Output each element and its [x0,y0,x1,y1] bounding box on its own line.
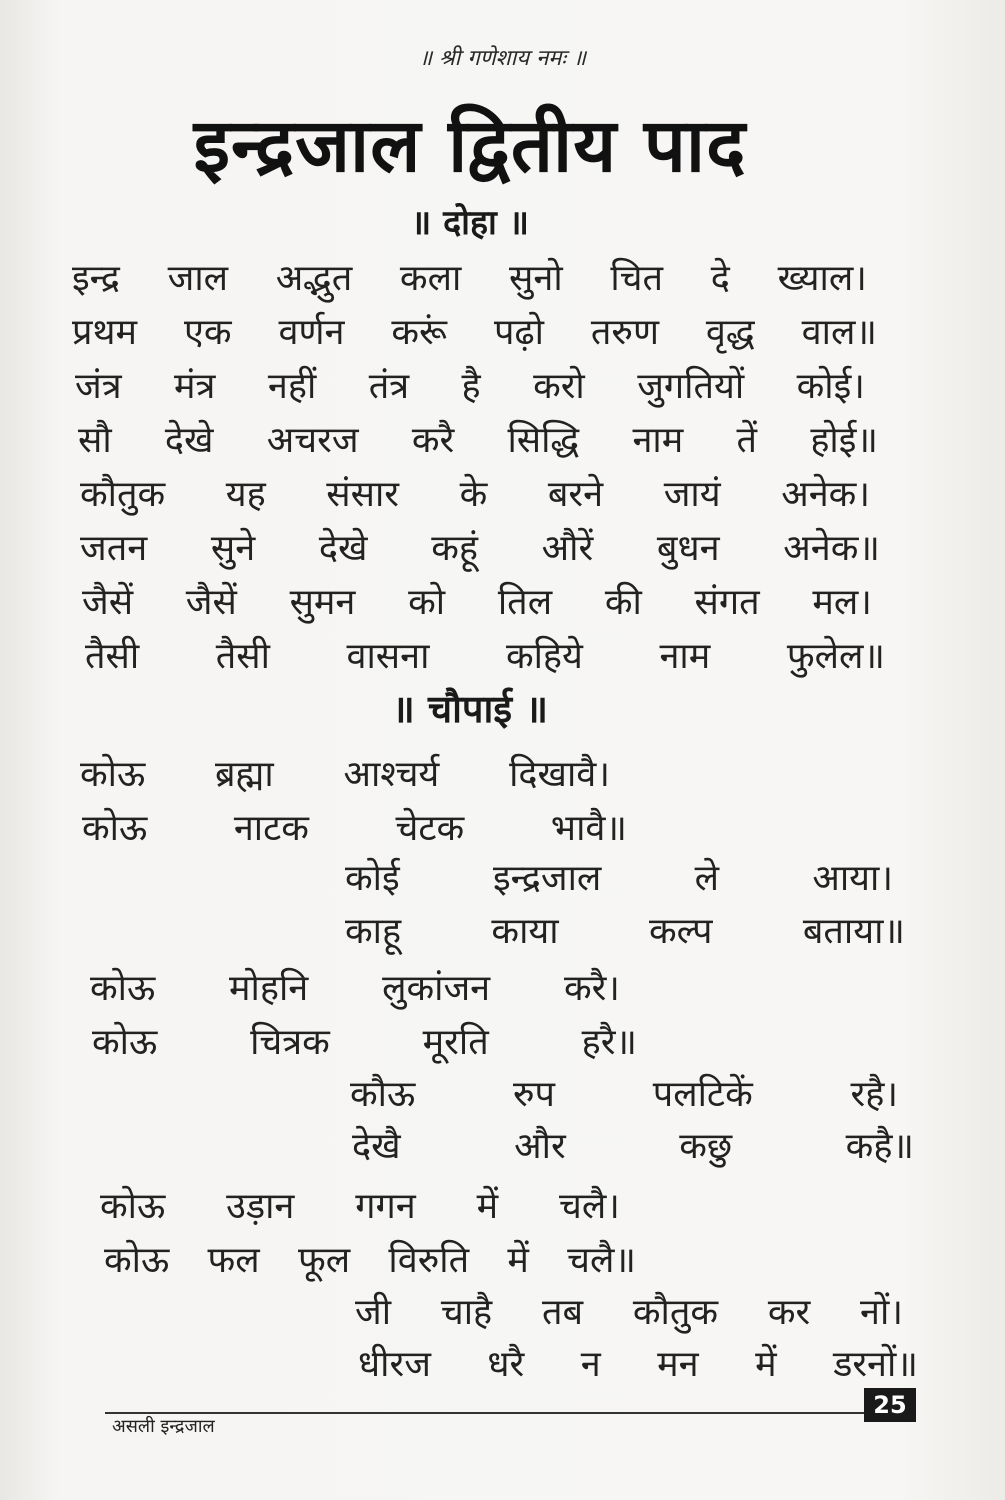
doha-line-8 [85,630,885,679]
word: अनेक॥ [783,528,880,569]
word: जैसें [185,582,237,623]
word: कौतुक [80,474,166,515]
word: बरने [547,474,604,515]
word: डरनों॥ [833,1344,918,1385]
doha-line-1 [72,252,867,301]
word: चलै॥ [567,1240,636,1281]
chaupai-line-8 [352,1120,914,1169]
word: कोई [345,858,400,899]
word: सुनो [509,258,563,299]
doha-line-4 [78,414,878,463]
page-number: 25 [864,1388,916,1422]
word: उड़ान [226,1186,295,1227]
word: रुप [513,1074,555,1115]
chapter-title: इन्द्रजाल द्वितीय पाद [193,103,747,189]
chaupai-line-6 [92,1016,637,1065]
word: सौ [78,420,112,461]
word: चलै। [559,1186,620,1227]
word: मूरति [422,1022,489,1063]
word: वासना [346,636,430,677]
word: जैसें [82,582,134,623]
word: बुधन [656,528,720,569]
word: ले [694,858,720,899]
word: कहूं [431,528,478,569]
word: तब [541,1292,584,1333]
word: कोऊ [92,1022,158,1063]
chaupai-heading: ॥ चौपाई ॥ [391,687,549,731]
word: देखे [318,528,368,569]
word: मल। [812,582,872,623]
word: दिखावै। [509,754,610,795]
word: रहै। [850,1074,898,1115]
word: करै। [563,968,620,1009]
footer-book-title: असली इन्द्रजाल [112,1416,215,1437]
word: सुमन [289,582,356,623]
chaupai-line-9 [100,1180,620,1229]
word: करूं [391,312,448,353]
word: पलटिकें [652,1074,753,1115]
word: तें [736,420,758,461]
word: में [507,1240,529,1281]
word: काहू [345,911,402,952]
word: यह [225,474,266,515]
word: औरें [541,528,594,569]
word: एक [183,312,232,353]
word: नहीं [267,366,317,407]
chaupai-line-4 [345,905,905,954]
doha-line-5 [80,468,870,517]
word: कोऊ [90,968,156,1009]
word: वाल॥ [801,312,877,353]
chaupai-line-10 [104,1234,636,1283]
doha-line-7 [82,576,872,625]
word: वृद्ध [705,312,755,353]
word: कला [399,258,462,299]
word: धीरज [358,1344,431,1385]
word: कोऊ [100,1186,166,1227]
word: ब्रह्मा [215,754,274,795]
word: संसार [326,474,400,515]
word: फूल [297,1240,351,1281]
word: जी [355,1292,392,1333]
word: फुलेल॥ [786,636,885,677]
word: कहै॥ [845,1126,914,1167]
word: ख्याल। [777,258,867,299]
word: कौऊ [350,1074,416,1115]
word: आश्चर्य [343,754,440,795]
word: मंत्र [174,366,216,407]
word: कोऊ [82,808,148,849]
word: जाल [167,258,229,299]
chaupai-line-12 [358,1338,918,1387]
word: अनेक। [781,474,870,515]
word: देखै [352,1126,401,1167]
footer-divider [105,1412,915,1414]
word: जुगतियों [637,366,745,407]
word: सुने [210,528,256,569]
word: अचरज [266,420,359,461]
word: दे [710,258,730,299]
word: तंत्र [368,366,410,407]
doha-heading: ॥ दोहा ॥ [410,203,530,243]
chaupai-line-1 [80,748,610,797]
word: चाहै [440,1292,493,1333]
chaupai-line-2 [82,802,627,851]
word: फल [207,1240,260,1281]
word: जायं [663,474,721,515]
word: इन्द्रजाल [492,858,602,899]
word: कछु [679,1126,733,1167]
word: नाटक [233,808,309,849]
word: कौतुक [632,1292,719,1333]
word: नों। [860,1292,903,1333]
word: और [514,1126,566,1167]
word: लुकांजन [382,968,491,1009]
word: तिल [497,582,553,623]
word: कोई। [796,366,865,407]
word: भावै॥ [550,808,627,849]
word: इन्द्र [72,258,120,299]
word: कोऊ [80,754,146,795]
word: गगन [355,1186,416,1227]
word: है [461,366,481,407]
word: न [580,1344,601,1385]
word: आया। [812,858,893,899]
word: जतन [80,528,148,569]
word: प्रथम [72,312,138,353]
word: वर्णन [278,312,345,353]
word: होई॥ [810,420,878,461]
word: देखे [164,420,214,461]
invocation-line: ॥ श्री गणेशाय नमः ॥ [418,46,587,71]
word: कर [767,1292,811,1333]
word: काया [491,911,559,952]
doha-line-3 [75,360,865,409]
word: संगत [694,582,760,623]
word: नाम [659,636,711,677]
chaupai-line-7 [350,1068,898,1117]
chaupai-line-3 [345,852,893,901]
word: अद्भुत [275,258,353,299]
word: जंत्र [75,366,122,407]
word: में [755,1344,777,1385]
word: कहिये [505,636,583,677]
word: चित्रक [250,1022,330,1063]
word: कोऊ [104,1240,170,1281]
word: तैसी [85,636,140,677]
word: कल्प [648,911,713,952]
word: विरुति [388,1240,470,1281]
word: करो [533,366,585,407]
word: धरै [487,1344,525,1385]
word: तैसी [215,636,270,677]
word: करै [411,420,455,461]
word: मोहनि [229,968,309,1009]
word: मन [657,1344,699,1385]
word: नाम [632,420,684,461]
word: सिद्धि [507,420,580,461]
doha-line-6 [80,522,880,571]
word: चेटक [395,808,465,849]
word: की [604,582,642,623]
word: में [476,1186,499,1227]
chaupai-line-11 [355,1286,903,1335]
word: बताया॥ [802,911,905,952]
word: को [408,582,446,623]
word: चित [610,258,664,299]
word: पढ़ो [493,312,544,353]
word: हरै॥ [581,1022,637,1063]
word: तरुण [590,312,659,353]
word: के [459,474,488,515]
doha-line-2 [72,306,877,355]
chaupai-line-5 [90,962,620,1011]
